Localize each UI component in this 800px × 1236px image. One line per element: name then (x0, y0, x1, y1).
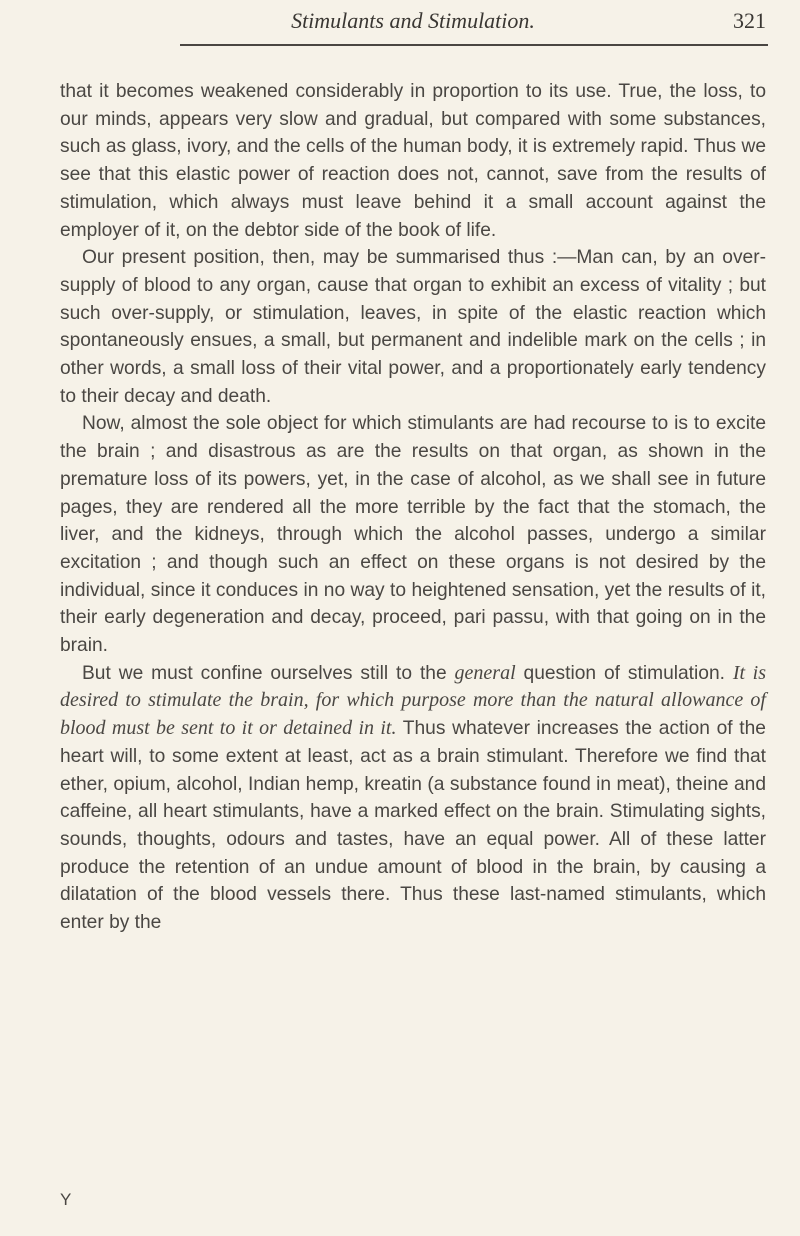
header-rule (180, 44, 768, 46)
paragraph-2: Our present position, then, may be summarised thus :—Man can, by an over-supply of blood to any organ, cause that organ to exhibit an excess of vitality ; but such over-supply, or stimulation, leaves, in spite of the elastic reaction which spontaneously ensues, a small, but permanent and indelible mark on the cells ; in other words, a small loss of their vital power, and a proportionately early tendency to their decay and death. (60, 247, 766, 407)
paragraph-1: that it becomes weakened considerably in proportion to its use. True, the loss, to our minds, appears very slow and gradual, but compared with some substances, such as glass, ivory, and the cells of the human body, it is extremely rapid. Thus we see that this elastic power of reaction does not, cannot, save from the results of stimulation, which always must leave behind it a small account against the employer of it, on the debtor side of the book of life. (60, 81, 767, 241)
page-header (60, 8, 766, 38)
paragraph-3: Now, almost the sole object for which stimulants are had recourse to is to excite the brain ; and disastrous as are the results on that organ, as shown in the premature loss of its powers, yet, in the case of alcohol, as we shall see in future pages, they are rendered all the more terrible by the fact that the stomach, the liver, and the kidneys, through which the alcohol passes, undergo a similar excitation ; and though such an effect on these organs is not desired by the individual, since it conduces in no way to heightened sensation, yet the results of it, their early degeneration and decay, proceed, pari passu, with that going on in the brain. (60, 413, 766, 657)
paragraph-4-middle: question of stimulation. (515, 662, 733, 684)
paragraph-4-start: But we must confine ourselves still to the (82, 662, 455, 684)
running-title: Stimulants and Stimulation. (291, 8, 535, 33)
page-number: 321 (733, 8, 766, 33)
signature-mark: Y (60, 1190, 72, 1209)
paragraph-4-emphasis-sentence: It is desired to stimulate the brain, for which purpose more than the natural allowance of blood must be sent to it or detained in it. (60, 661, 766, 740)
body-text (60, 78, 766, 937)
paragraph-4 (60, 660, 766, 937)
paragraph-4-emphasis-general: general (454, 661, 516, 684)
paragraph-4-end: Thus whatever increases the action of the heart will, to some extent at least, act as a brain stimulant. Therefore we find that ether, opium, alcohol, Indian hemp, kreatin (a substance found in meat), theine and caffeine, all heart stimulants, have a marked effect on the brain. Stimulating sights, sounds, thoughts, odours and tastes, have an equal power. All of these latter produce the retention of an undue amount of blood in the brain, by causing a dilatation of the blood vessels there. Thus these last-named stimulants, which enter by the (60, 718, 766, 934)
